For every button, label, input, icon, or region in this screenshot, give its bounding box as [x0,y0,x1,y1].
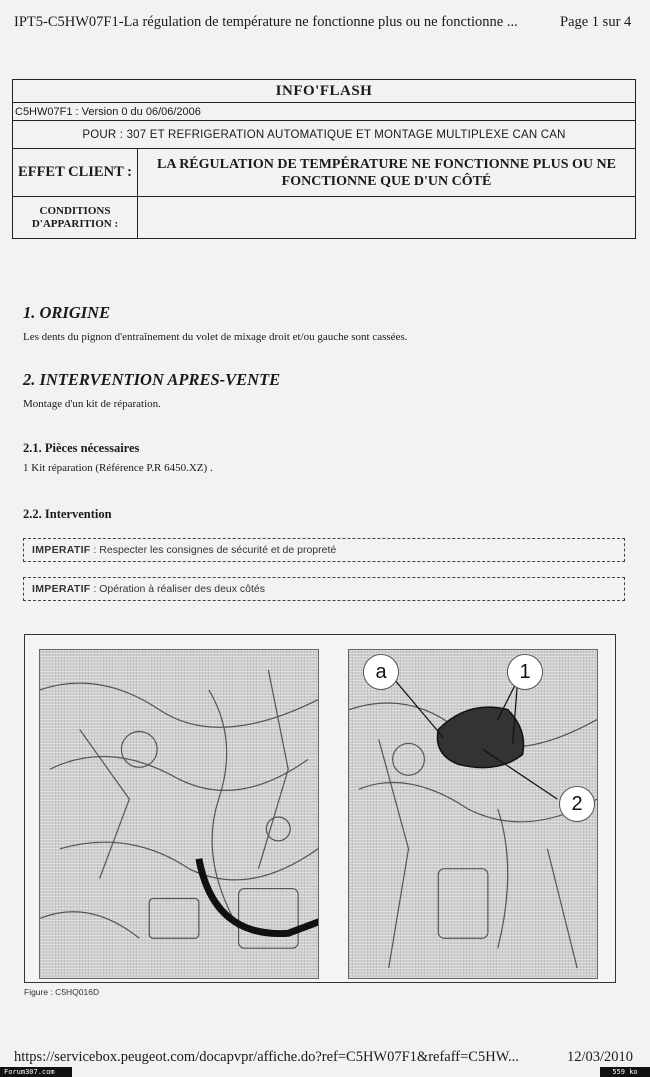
figure-caption: Figure : C5HQ016D [24,987,100,997]
effet-client-value: LA RÉGULATION DE TEMPÉRATURE NE FONCTIONNE PLUS OU NE FONCTIONNE QUE D'UN CÔTÉ [157,156,616,189]
section-origine-title: 1. ORIGINE [23,303,111,322]
section-intervention-text: Montage d'un kit de réparation. [23,398,161,410]
footer-date: 12/03/2010 [567,1049,634,1065]
imperatif-label: IMPERATIF [32,583,91,595]
arrow-icon [199,859,318,934]
callout-a: a [363,654,399,690]
engine-bay-photo-right [348,649,598,979]
intervention-sub-title: 2.2. Intervention [23,507,112,521]
section-origine-text: Les dents du pignon d'entraînement du volet de mixage droit et/ou gauche sont cassées. [23,331,408,343]
effet-client-row [13,149,635,197]
section-intervention-title: 2. INTERVENTION APRES-VENTE [23,370,281,389]
figure-frame [24,634,616,983]
info-flash-title: INFO'FLASH [13,80,635,103]
imperatif-text: : Opération à réaliser des deux côtés [90,583,266,595]
engine-bay-photo-left [39,649,319,979]
version-line: C5HW07F1 : Version 0 du 06/06/2006 [13,103,635,121]
conditions-row [13,197,635,238]
page-number: Page 1 sur 4 [560,14,632,30]
imperatif-text: : Respecter les consignes de sécurité et de propreté [90,544,337,556]
effet-client-label: EFFET CLIENT : [13,149,138,196]
imperatif-box-1 [23,538,625,562]
pieces-title: 2.1. Pièces nécessaires [23,441,140,455]
callout-1: 1 [507,654,543,690]
imperatif-label: IMPERATIF [32,544,91,556]
watermark-left: Forum307.com [0,1067,72,1077]
engine-sketch-left [40,650,318,978]
callout-2: 2 [559,786,595,822]
watermark-right: 559 ko [600,1067,650,1077]
footer-url[interactable]: https://servicebox.peugeot.com/docapvpr/affiche.do?ref=C5HW07F1&refaff=C5HW... [14,1049,519,1065]
info-flash-table [12,79,636,239]
pour-line: POUR : 307 ET REFRIGERATION AUTOMATIQUE ET MONTAGE MULTIPLEXE CAN CAN [13,121,635,149]
mixing-flap-actuator [437,707,523,767]
imperatif-box-2 [23,577,625,601]
conditions-value [138,197,635,238]
engine-sketch-right [349,650,597,978]
conditions-label: CONDITIONS D'APPARITION : [13,197,138,238]
pieces-text: 1 Kit réparation (Référence P.R 6450.XZ) . [23,462,213,474]
document-title: IPT5-C5HW07F1-La régulation de température ne fonctionne plus ou ne fonctionne ... [14,14,518,30]
